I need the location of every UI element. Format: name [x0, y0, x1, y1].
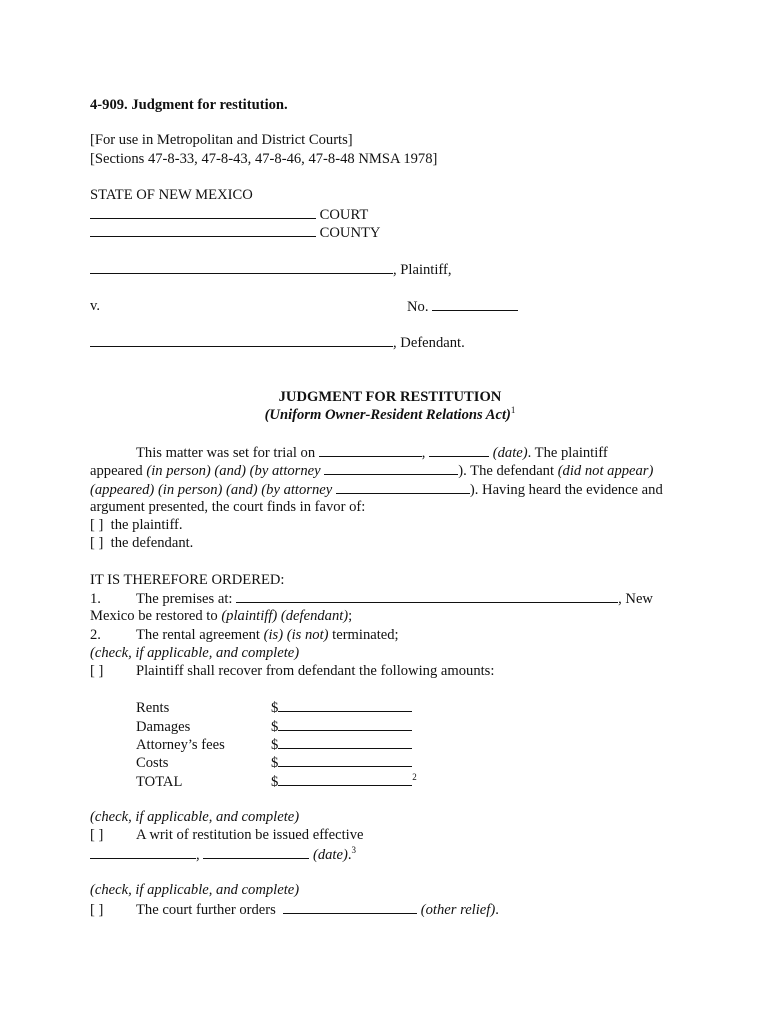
trial-date-blank[interactable] [319, 443, 422, 457]
defendant-label: , Defendant. [393, 335, 465, 351]
defendant-text: ). The defendant [458, 463, 555, 479]
total-amount-blank[interactable] [278, 772, 412, 786]
writ-checkbox[interactable]: [ ] [90, 827, 104, 843]
restore-options: (plaintiff) (defendant) [221, 608, 349, 624]
recover-checkbox[interactable]: [ ] [90, 663, 104, 679]
damages-label: Damages [136, 719, 191, 735]
option-defendant[interactable] [90, 534, 193, 552]
case-number-line [407, 297, 518, 316]
county-label: COUNTY [319, 225, 381, 241]
restored-text: Mexico be restored to [90, 608, 218, 624]
court-label: COURT [319, 207, 369, 223]
option-plaintiff[interactable] [90, 516, 183, 534]
further-orders-checkbox[interactable]: [ ] [90, 902, 104, 918]
costs-amount-blank[interactable] [278, 753, 412, 767]
dollar-sign: $ [271, 700, 279, 716]
check-note-2: (check, if applicable, and complete) [90, 809, 300, 825]
plaintiff-text: . The plaintiff [527, 445, 608, 461]
option-defendant-label: the defendant. [110, 535, 194, 551]
total-label: TOTAL [136, 774, 183, 790]
other-relief-hint: (other relief) [420, 902, 496, 918]
case-number-blank[interactable] [432, 297, 518, 311]
premises-blank[interactable] [236, 589, 618, 603]
plaintiff-appearance-options: (in person) (and) (by attorney [146, 463, 321, 479]
rents-amount-blank[interactable] [278, 698, 412, 712]
plaintiff-name-blank[interactable] [90, 260, 393, 274]
option-plaintiff-label: the plaintiff. [110, 517, 183, 533]
defendant-line [90, 333, 465, 352]
heard-evidence-text: ). Having heard the evidence and [469, 482, 663, 498]
damages-amount-blank[interactable] [278, 717, 412, 731]
plaintiff-checkbox[interactable]: [ ] [90, 517, 104, 533]
dollar-sign: $ [271, 774, 279, 790]
plaintiff-line [90, 260, 452, 279]
writ-line [90, 826, 364, 844]
writ-date-line [90, 845, 356, 864]
footnote-1-marker: 1 [510, 405, 516, 415]
use-note: [For use in Metropolitan and District Courts] [90, 132, 353, 148]
document-title: JUDGMENT FOR RESTITUTION [278, 389, 502, 405]
county-name-blank[interactable] [90, 223, 316, 237]
subtitle-text: (Uniform Owner-Resident Relations Act) [264, 407, 511, 423]
terminated-text: terminated; [332, 627, 399, 643]
amount-row-damages [136, 717, 412, 736]
new-text: , New [618, 591, 653, 607]
case-number-label: No. [407, 299, 429, 315]
defendant-name-blank[interactable] [90, 333, 393, 347]
dollar-sign: $ [271, 737, 279, 753]
footnote-2-marker: 2 [412, 772, 417, 782]
trial-year-blank[interactable] [429, 443, 489, 457]
findings-line-4: argument presented, the court finds in favor of: [90, 499, 366, 515]
footnote-3-marker: 3 [351, 845, 356, 855]
semicolon: ; [348, 608, 353, 624]
county-line [90, 223, 380, 242]
writ-date-hint: (date) [312, 847, 348, 863]
recover-line [90, 662, 494, 680]
comma: , [196, 847, 200, 863]
further-orders-line [90, 900, 499, 919]
sections-note: [Sections 47-8-33, 47-8-43, 47-8-46, 47-8-48 NMSA 1978] [90, 151, 438, 167]
amount-row-costs [136, 753, 412, 772]
document-subtitle [90, 406, 690, 424]
check-note-1: (check, if applicable, and complete) [90, 645, 300, 661]
plaintiff-label: , Plaintiff, [393, 262, 452, 278]
other-relief-blank[interactable] [283, 900, 417, 914]
appeared-text: appeared [90, 463, 143, 479]
rental-agreement-text: The rental agreement [136, 627, 260, 643]
writ-text: A writ of restitution be issued effective [136, 827, 364, 843]
attorney-fees-amount-blank[interactable] [278, 735, 412, 749]
recover-text: Plaintiff shall recover from defendant the following amounts: [136, 663, 495, 679]
dollar-sign: $ [271, 719, 279, 735]
writ-year-blank[interactable] [203, 845, 309, 859]
versus-label: v. [90, 298, 100, 314]
writ-date-blank[interactable] [90, 845, 196, 859]
further-orders-text: The court further orders [136, 902, 276, 918]
plaintiff-attorney-blank[interactable] [324, 461, 458, 475]
dollar-sign: $ [271, 755, 279, 771]
premises-label: The premises at: [136, 591, 233, 607]
orders-heading: IT IS THEREFORE ORDERED: [90, 572, 285, 588]
amount-row-total [136, 772, 417, 791]
costs-label: Costs [136, 755, 169, 771]
comma: , [421, 445, 426, 461]
defendant-checkbox[interactable]: [ ] [90, 535, 104, 551]
terminated-options: (is) (is not) [263, 627, 329, 643]
findings-line-1 [136, 443, 608, 462]
court-name-blank[interactable] [90, 205, 316, 219]
attorney-fees-label: Attorney’s fees [136, 737, 225, 753]
period: . [495, 902, 499, 918]
period: . [347, 847, 352, 863]
order-item-1-cont [90, 607, 352, 625]
item-2-number: 2. [90, 627, 101, 643]
findings-line-2 [90, 461, 653, 480]
order-item-1 [90, 589, 653, 608]
findings-line-3 [90, 480, 663, 499]
court-line [90, 205, 368, 224]
trial-date-label: This matter was set for trial on [136, 445, 316, 461]
check-note-3: (check, if applicable, and complete) [90, 882, 300, 898]
did-not-appear-option: (did not appear) [557, 463, 654, 479]
rule-heading: 4-909. Judgment for restitution. [90, 97, 288, 113]
item-1-number: 1. [90, 591, 101, 607]
amount-row-attorney-fees [136, 735, 412, 754]
defendant-attorney-blank[interactable] [336, 480, 470, 494]
date-hint: (date) [492, 445, 528, 461]
amount-row-rents [136, 698, 412, 717]
state-label: STATE OF NEW MEXICO [90, 187, 253, 203]
order-item-2 [90, 626, 399, 644]
rents-label: Rents [136, 700, 170, 716]
defendant-appearance-options: (appeared) (in person) (and) (by attorney [90, 482, 333, 498]
